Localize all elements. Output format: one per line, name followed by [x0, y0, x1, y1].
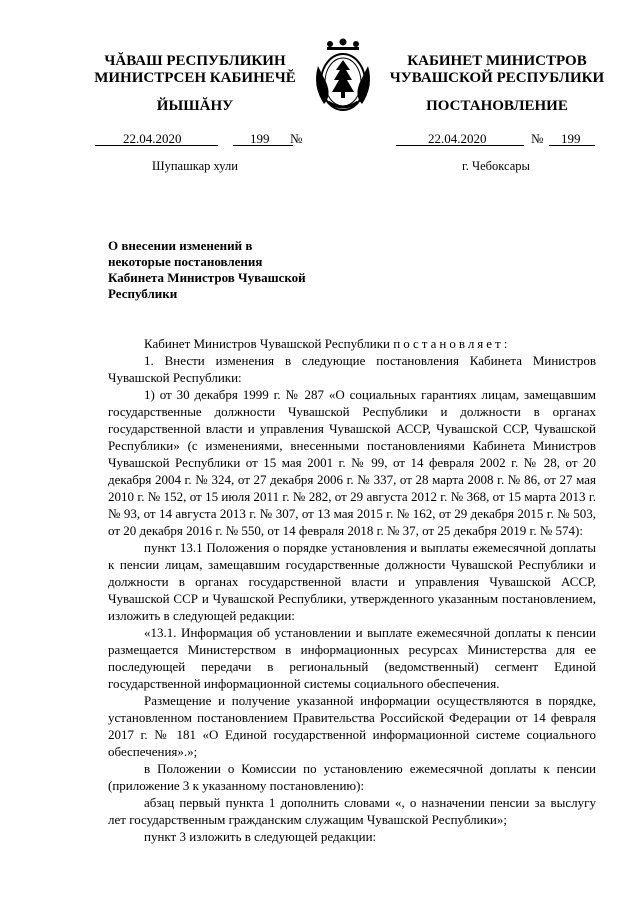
- header-right: [384, 53, 610, 87]
- body-paragraph: «13.1. Информация об установлении и выплате ежемесячной доплаты к пенсии размещается Министерством в информационных ресурсах Министерства для ее последующей передачи в региональный (ведомственный) сегмент Единой государственной информационной системы социального обеспечения.: [108, 625, 596, 691]
- body-paragraph: 1. Внести изменения в следующие постановления Кабинета Министров Чувашской Республики:: [108, 353, 596, 385]
- right-number-sign: №: [531, 131, 544, 146]
- chuvash-emblem-icon: [310, 36, 376, 116]
- document-subject: О внесении изменений в некоторые постановления Кабинета Министров Чувашской Республики: [108, 238, 306, 301]
- body-paragraph: Размещение и получение указанной информации осуществляются в порядке, установленном постановлением Правительства Российской Федерации от 14 февраля 2017 г. № 181 «О Единой государственной информационной системе социального обеспечения».»;: [108, 693, 596, 759]
- intro-prefix: Кабинет Министров Чувашской Республики: [144, 336, 390, 351]
- body-paragraph: пункт 13.1 Положения о порядке установления и выплаты ежемесячной доплаты к пенсии лицам, замещавшим государственные должности Чувашской Республики и должности в органах государственной власти и управления Чувашской АССР, Чувашской ССР и Чувашской Республики, утвержденного указанным постановлением, изложить в следующей редакции:: [108, 540, 596, 623]
- header-left-line2: МИНИСТРСЕН КАБИНЕЧĔ: [94, 70, 296, 86]
- header-right-title: ПОСТАНОВЛЕНИЕ: [426, 98, 568, 114]
- body-paragraph: 1) от 30 декабря 1999 г. № 287 «О социальных гарантиях лицам, замещавшим государственные должности Чувашской Республики и должности в органах государственной власти и управления Чувашской АССР, Чувашской ССР, Чувашской Республики» (с изменениями, внесенными постановлениями Кабинета Министров Чувашской Республики от 15 мая 2001 г. № 99, от 14 февраля 2002 г. № 28, от 20 декабря 2004 г. № 324, от 27 декабря 2006 г. № 337, от 28 марта 2008 г. № 86, от 27 мая 2010 г. № 152, от 15 июля 2011 г. № 282, от 29 августа 2012 г. № 368, от 15 марта 2013 г. № 93, от 14 августа 2013 г. № 307, от 13 мая 2015 г. № 162, от 29 декабря 2015 г. № 503, от 20 декабря 2016 г. № 550, от 14 февраля 2018 г. № 37, от 25 декабря 2019 г. № 574):: [108, 387, 596, 538]
- left-number: 199: [250, 131, 270, 146]
- header-left-title: ЙЫШĂНУ: [156, 98, 234, 114]
- right-date: 22.04.2020: [428, 131, 487, 146]
- header-right-line2: ЧУВАШСКОЙ РЕСПУБЛИКИ: [389, 70, 605, 86]
- header-left: [90, 53, 300, 87]
- header-right-line1: КАБИНЕТ МИНИСТРОВ: [407, 53, 587, 69]
- left-number-sign: №: [290, 131, 303, 146]
- body-paragraph: абзац первый пункта 1 дополнить словами «, о назначении пенсии за выслугу лет государственным гражданским служащим Чувашской Республики»;: [108, 795, 596, 827]
- header-left-line1: ЧĂВАШ РЕСПУБЛИКИН: [104, 53, 286, 69]
- body-paragraph: в Положении о Комиссии по установлению ежемесячной доплаты к пенсии (приложение 3 к указанному постановлению):: [108, 761, 596, 793]
- right-number: 199: [561, 131, 581, 146]
- place-right: г. Чебоксары: [462, 159, 530, 173]
- intro-paragraph: [108, 335, 596, 352]
- document-body: [108, 335, 596, 845]
- left-date: 22.04.2020: [123, 131, 182, 146]
- body-paragraph: пункт 3 изложить в следующей редакции:: [144, 829, 377, 844]
- intro-spaced: постановляет:: [393, 336, 511, 351]
- place-left: Шупашкар хули: [152, 159, 238, 173]
